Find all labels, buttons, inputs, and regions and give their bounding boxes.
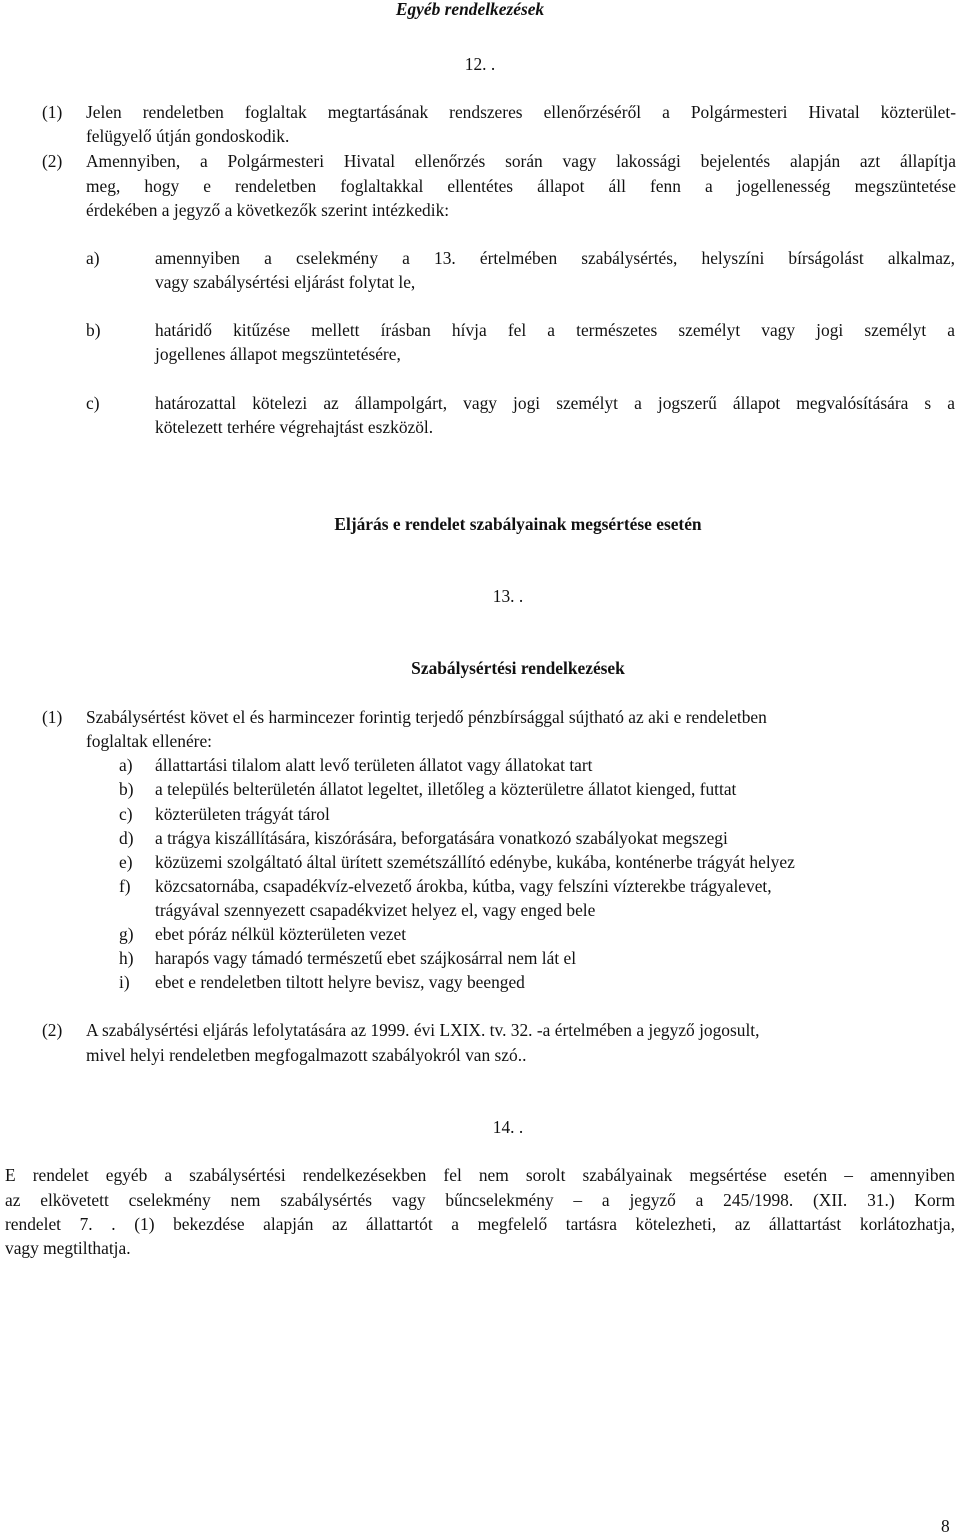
list-item-text: állattartási tilalom alatt levő területen állatot vagy állatokat tart — [155, 755, 593, 775]
list-item-text: a trágya kiszállítására, kiszórására, beforgatására vonatkozó szabályokat megszegi — [155, 828, 728, 848]
list-item-text: közüzemi szolgáltató által ürített szemétszállító edénybe, kukába, konténerbe trágyát helyez — [155, 852, 795, 872]
list-item-text: közterületen trágyát tárol — [155, 804, 330, 824]
section-number-14: 14. . — [492, 1117, 524, 1137]
list-item-text: határozattal kötelezi az állampolgárt, vagy jogi személyt a jogszerű állapot megvalósítására s a — [155, 393, 955, 413]
paragraph-line: meg, hogy e rendeletben foglaltakkal ellentétes állapot áll fenn a jogellenesség megszüntetése — [86, 176, 956, 196]
paragraph-line: Jelen rendeletben foglaltak megtartásának rendszeres ellenőrzéséről a Polgármesteri Hivatal közterület- — [86, 102, 956, 122]
paragraph-label: (1) — [42, 102, 63, 122]
page-number: 8 — [941, 1516, 950, 1536]
list-item-label: a) — [119, 755, 133, 775]
paragraph-line: A szabálysértési eljárás lefolytatására az 1999. évi LXIX. tv. 32. -a értelmében a jegyző jogosult, — [86, 1020, 760, 1040]
heading-eljaras: Eljárás e rendelet szabályainak megsértése esetén — [334, 514, 702, 534]
paragraph-label: (2) — [42, 1020, 63, 1040]
list-item-text: amennyiben a cselekmény a 13. értelmében szabálysértés, helyszíni bírságolást alkalmaz, — [155, 248, 955, 268]
list-item-label: e) — [119, 852, 133, 872]
list-item-label: h) — [119, 948, 134, 968]
paragraph-label: (1) — [42, 707, 63, 727]
paragraph-line: az elkövetett cselekmény nem szabálysértés vagy bűncselekmény – a jegyző a 245/1998. (XII. 31.) Korm — [5, 1190, 955, 1210]
list-item-text: jogellenes állapot megszüntetésére, — [155, 344, 401, 364]
section-number-12: 12. . — [464, 54, 496, 74]
list-item-label: g) — [119, 924, 134, 944]
list-item-text: kötelezett terhére végrehajtást eszközöl. — [155, 417, 434, 437]
list-item-label: a) — [86, 248, 100, 268]
paragraph-line: Amennyiben, a Polgármesteri Hivatal ellenőrzés során vagy lakossági bejelentés alapján azt állapítja — [86, 151, 956, 171]
paragraph-line: rendelet 7. . (1) bekezdése alapján az állattartót a megfelelő tartásra kötelezheti, az állattartást korlátozhatja, — [5, 1214, 955, 1234]
list-item-text: a település belterületén állatot legeltet, illetőleg a közterületre állatot kienged, futtat — [155, 779, 737, 799]
paragraph-line: Szabálysértést követ el és harmincezer forintig terjedő pénzbírsággal sújtható az aki e rendeletben — [86, 707, 767, 727]
list-item-label: i) — [119, 972, 130, 992]
list-item-text: ebet e rendeletben tiltott helyre bevisz, vagy beenged — [155, 972, 525, 992]
list-item-label: b) — [86, 320, 101, 340]
paragraph-label: (2) — [42, 151, 63, 171]
paragraph-line: E rendelet egyéb a szabálysértési rendelkezésekben fel nem sorolt szabályainak megsértése esetén – amennyiben — [5, 1165, 955, 1185]
list-item-text: vagy szabálysértési eljárást folytat le, — [155, 272, 416, 292]
list-item-label: f) — [119, 876, 131, 896]
paragraph-line: vagy megtilthatja. — [5, 1238, 131, 1258]
list-item-label: b) — [119, 779, 134, 799]
list-item-label: c) — [119, 804, 133, 824]
paragraph-line: érdekében a jegyző a következők szerint intézkedik: — [86, 200, 450, 220]
section13-title: Szabálysértési rendelkezések — [411, 658, 625, 678]
list-item-text: trágyával szennyezett csapadékvizet helyez el, vagy enged bele — [155, 900, 596, 920]
heading-egyeb-rendelkezesek: Egyéb rendelkezések — [395, 0, 545, 19]
list-item-label: d) — [119, 828, 134, 848]
list-item-text: határidő kitűzése mellett írásban hívja fel a természetes személyt vagy jogi személyt a — [155, 320, 955, 340]
paragraph-line: mivel helyi rendeletben megfogalmazott szabályokról van szó.. — [86, 1045, 527, 1065]
paragraph-line: felügyelő útján gondoskodik. — [86, 126, 290, 146]
list-item-label: c) — [86, 393, 100, 413]
section-number-13: 13. . — [492, 586, 524, 606]
list-item-text: harapós vagy támadó természetű ebet szájkosárral nem lát el — [155, 948, 577, 968]
list-item-text: ebet póráz nélkül közterületen vezet — [155, 924, 407, 944]
list-item-text: közcsatornába, csapadékvíz-elvezető árokba, kútba, vagy felszíni vízterekbe trágyalevet, — [155, 876, 772, 896]
paragraph-line: foglaltak ellenére: — [86, 731, 213, 751]
